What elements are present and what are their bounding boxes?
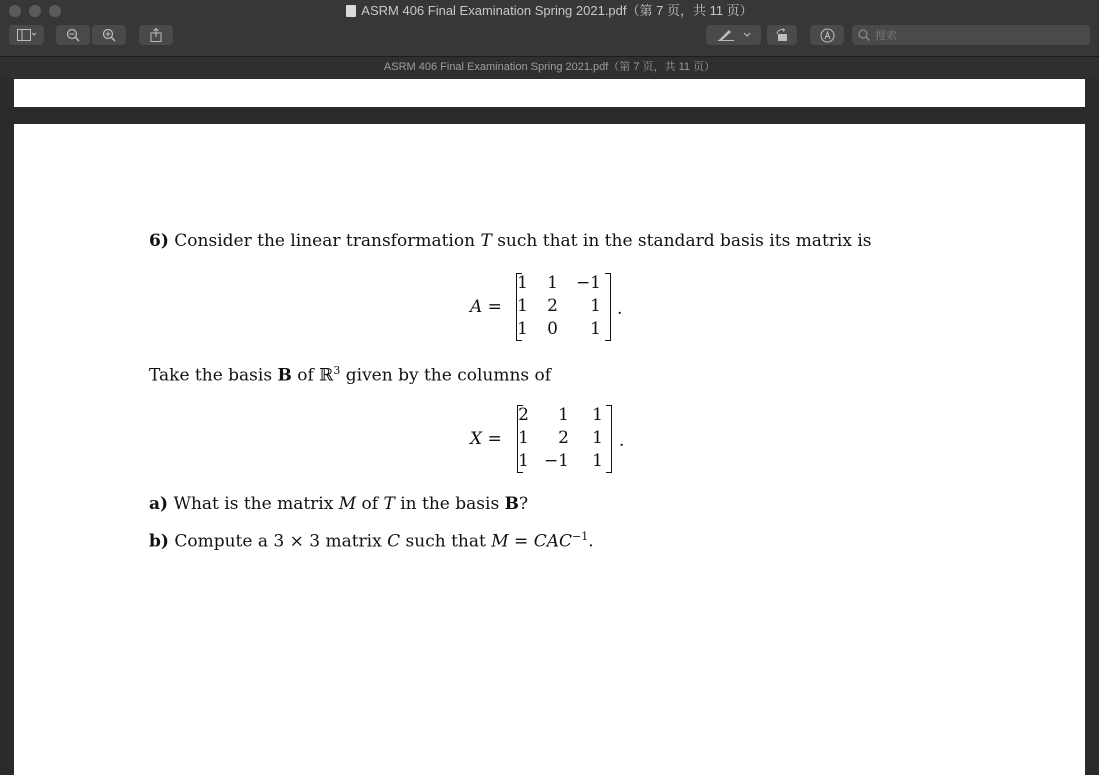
sidebar-toggle-button[interactable]: [9, 25, 44, 45]
window-title: ASRM 406 Final Examination Spring 2021.pdf（第 7 页，共 11 页）: [0, 3, 1099, 19]
search-placeholder: 搜索: [875, 30, 897, 42]
markup-toolbar-button[interactable]: [810, 25, 844, 45]
search-icon: [858, 29, 870, 41]
document-tab[interactable]: ASRM 406 Final Examination Spring 2021.pdf（第 7 页，共 11 页）: [0, 57, 1099, 78]
zoom-out-icon: [66, 28, 80, 42]
rotate-icon: [775, 28, 789, 42]
matrix-x-period: .: [619, 431, 625, 451]
zoom-out-button[interactable]: [56, 25, 90, 45]
share-icon: [150, 28, 162, 42]
basis-text: Take the basis B of ℝ$^3$ given by the columns of: [149, 364, 552, 386]
matrix-a-label: A =: [470, 297, 502, 317]
rotate-button[interactable]: [767, 25, 797, 45]
part-b-text: b) Compute a 3 × 3 matrix C such that $M = CAC^{-1}$.: [149, 530, 594, 552]
part-a-text: a) What is the matrix M of T in the basis B?: [149, 494, 529, 514]
pdf-document-icon: [346, 5, 356, 17]
question-6-text: 6) Consider the linear transformation T such that in the standard basis its matrix is: [149, 231, 872, 251]
title-bar: [0, 0, 1099, 57]
pen-icon: [717, 29, 751, 41]
zoom-in-button[interactable]: [92, 25, 126, 45]
pdf-page: [14, 124, 1085, 775]
share-button[interactable]: [139, 25, 173, 45]
search-input[interactable]: [852, 25, 1090, 45]
matrix-x-label: X =: [470, 429, 502, 449]
zoom-in-icon: [102, 28, 116, 42]
matrix-x: 2 1 1 1 2 1 1 −1 1: [517, 405, 612, 473]
markup-pen-button[interactable]: [706, 25, 761, 45]
markup-icon: [820, 28, 835, 43]
matrix-a: 1 1 −1 1 2 1 1 0 1: [516, 273, 611, 341]
sidebar-icon: [17, 29, 37, 41]
matrix-a-period: .: [617, 299, 623, 319]
previous-page-bottom: [14, 79, 1085, 107]
